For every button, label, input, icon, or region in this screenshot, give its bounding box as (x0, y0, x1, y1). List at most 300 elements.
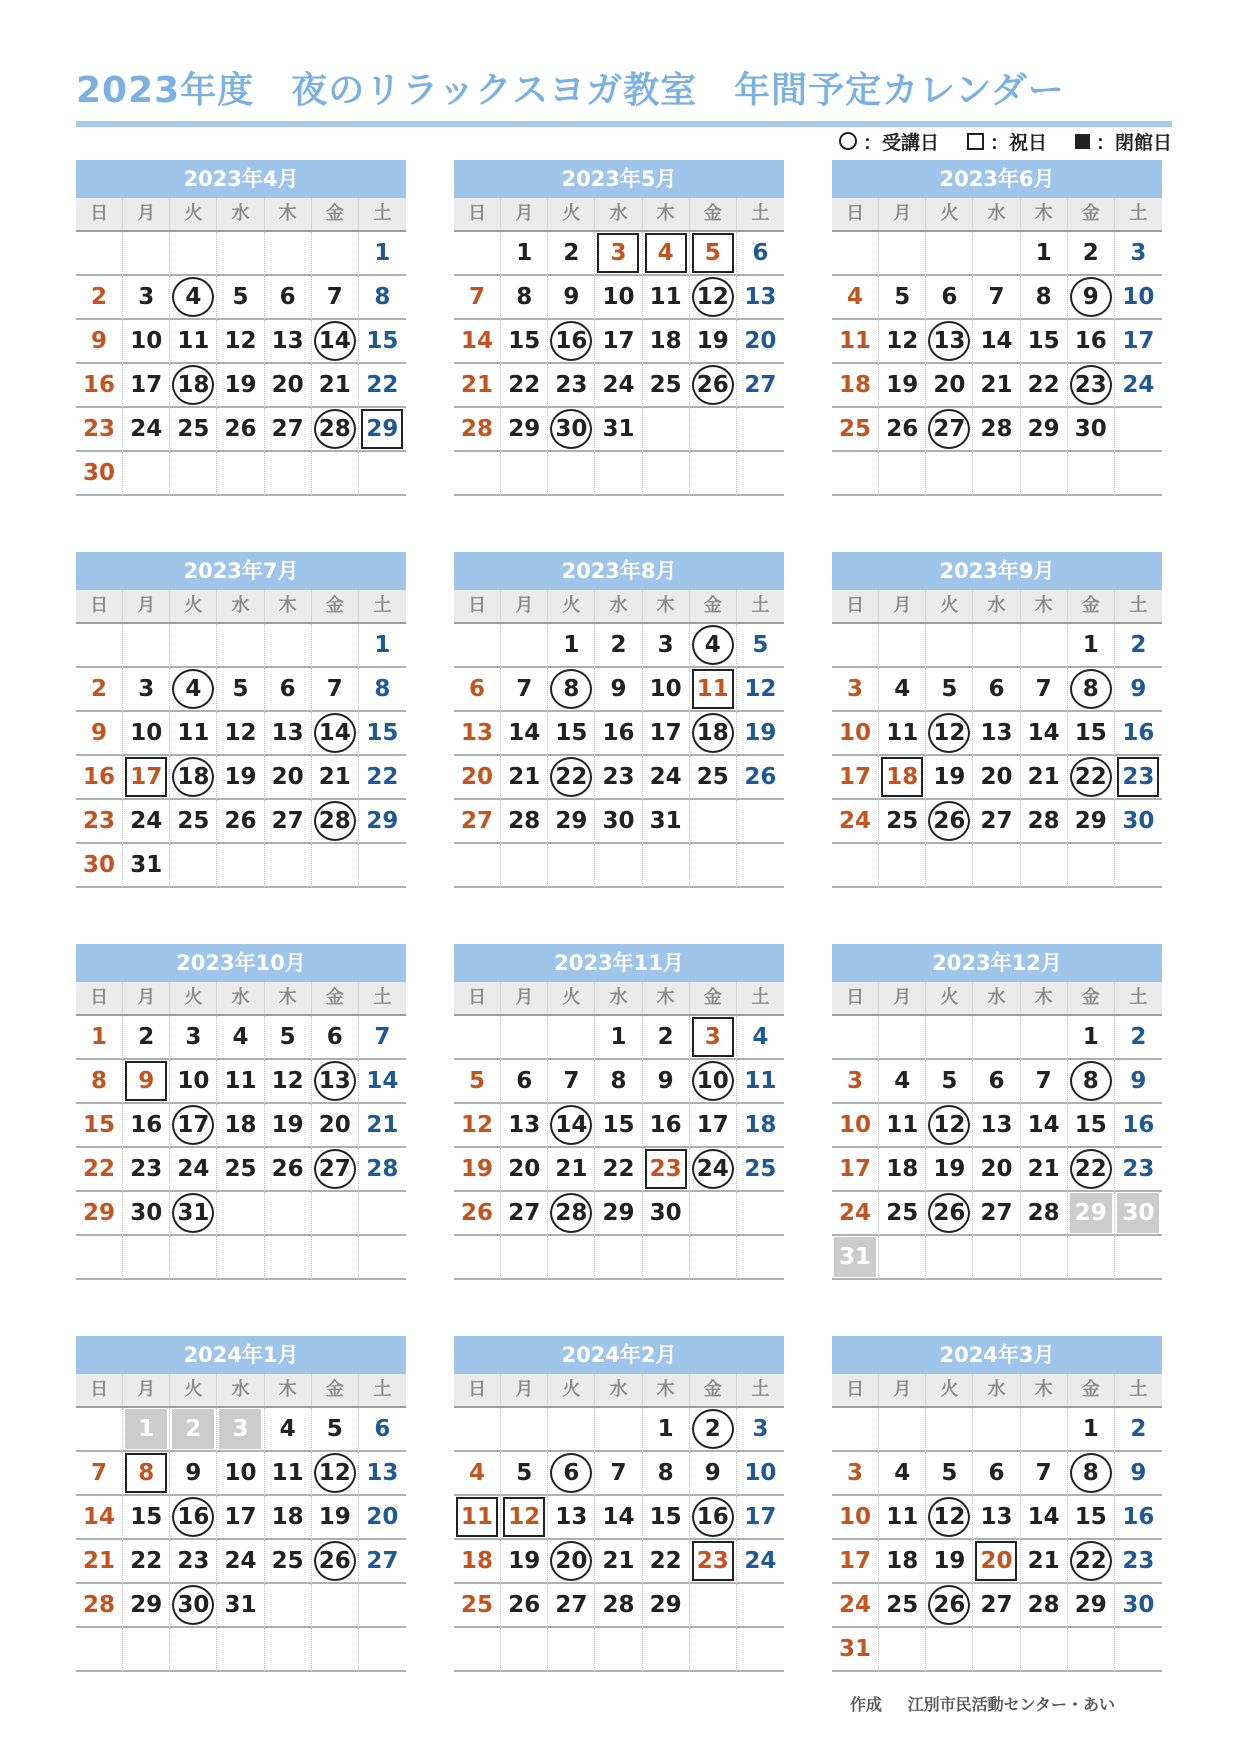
day-cell (1021, 1060, 1068, 1104)
day-cell (643, 756, 690, 800)
day-number: 3 (185, 1024, 202, 1050)
day-number: 7 (1035, 1068, 1052, 1094)
day-cell (690, 320, 737, 364)
day-cell (879, 800, 926, 844)
day-cell (879, 1148, 926, 1192)
day-number: 21 (318, 372, 351, 398)
day-number: 4 (847, 284, 864, 310)
day-cell (1068, 1192, 1115, 1236)
day-number: 4 (279, 1416, 296, 1442)
day-cell (973, 1060, 1020, 1104)
weekday-header (76, 1374, 406, 1406)
day-cell (454, 1452, 501, 1496)
day-cell (595, 364, 642, 408)
day-cell (312, 1540, 359, 1584)
month-title: 2023年12月 (832, 944, 1162, 982)
day-cell (595, 1628, 642, 1672)
month-block (76, 160, 406, 496)
day-cell (1021, 1408, 1068, 1452)
day-cell (1021, 320, 1068, 364)
day-cell (643, 844, 690, 888)
day-number: 2 (91, 676, 108, 702)
weekday-label: 火 (926, 198, 973, 230)
weekday-header (454, 198, 784, 230)
day-number: 17 (839, 1548, 872, 1574)
day-cell (1068, 276, 1115, 320)
day-cell (1115, 1628, 1162, 1672)
day-number: 4 (645, 233, 687, 273)
circle-icon (839, 132, 857, 150)
day-cell (501, 1628, 548, 1672)
day-cell (548, 624, 595, 668)
day-cell (1115, 800, 1162, 844)
day-number: 5 (326, 1416, 343, 1442)
day-cell (643, 1016, 690, 1060)
day-number: 24 (130, 808, 163, 834)
day-cell (690, 712, 737, 756)
day-number: 14 (314, 713, 356, 753)
day-cell (926, 1540, 973, 1584)
day-cell (973, 1408, 1020, 1452)
day-cell (643, 452, 690, 496)
day-number: 27 (508, 1200, 541, 1226)
day-number: 26 (224, 808, 257, 834)
day-cell (1021, 452, 1068, 496)
day-cell (265, 712, 312, 756)
day-number: 9 (185, 1460, 202, 1486)
day-cell (690, 844, 737, 888)
weekday-label: 土 (373, 1379, 392, 1400)
day-cell (123, 668, 170, 712)
day-number: 7 (516, 676, 533, 702)
day-cell (359, 320, 406, 364)
day-cell (359, 800, 406, 844)
day-cell (973, 276, 1020, 320)
day-number: 23 (130, 1156, 163, 1182)
day-number: 8 (550, 669, 592, 709)
day-number: 3 (847, 676, 864, 702)
day-cell (265, 844, 312, 888)
day-number: 9 (1130, 1068, 1147, 1094)
day-number: 25 (886, 808, 919, 834)
weekday-label: 水 (973, 198, 1020, 230)
day-cell (595, 320, 642, 364)
day-number: 27 (980, 1200, 1013, 1226)
day-cell (926, 452, 973, 496)
day-cell (690, 276, 737, 320)
weekday-label: 月 (123, 1374, 170, 1406)
day-number: 14 (550, 1105, 592, 1145)
weekday-header (832, 982, 1162, 1014)
day-number: 10 (224, 1460, 257, 1486)
day-cell (123, 844, 170, 888)
day-cell (312, 276, 359, 320)
day-cell (217, 1452, 264, 1496)
day-cell (170, 276, 217, 320)
day-cell (1021, 364, 1068, 408)
day-number: 24 (130, 416, 163, 442)
weekday-label: 月 (501, 1374, 548, 1406)
day-cell (501, 800, 548, 844)
day-cell (643, 364, 690, 408)
day-cell (312, 756, 359, 800)
day-number: 30 (130, 1200, 163, 1226)
day-number: 9 (1130, 676, 1147, 702)
day-cell (1068, 1540, 1115, 1584)
day-cell (217, 1236, 264, 1280)
day-number: 1 (91, 1024, 108, 1050)
day-cell (359, 364, 406, 408)
day-number: 15 (508, 328, 541, 354)
day-number: 24 (839, 1592, 872, 1618)
day-number: 6 (326, 1024, 343, 1050)
day-cell (832, 1148, 879, 1192)
day-cell (359, 408, 406, 452)
day-number: 24 (839, 1200, 872, 1226)
day-number: 23 (555, 372, 588, 398)
day-cell (217, 756, 264, 800)
day-number: 4 (692, 625, 734, 665)
weekday-header (832, 1374, 1162, 1406)
day-cell (973, 1016, 1020, 1060)
day-cell (265, 1408, 312, 1452)
day-cell (973, 408, 1020, 452)
day-cell (926, 756, 973, 800)
weekday-label: 日 (832, 590, 879, 622)
day-cell (501, 276, 548, 320)
day-cell (76, 844, 123, 888)
day-cell (312, 364, 359, 408)
day-number: 26 (461, 1200, 494, 1226)
day-cell (690, 1148, 737, 1192)
day-number: 19 (933, 1156, 966, 1182)
day-cell (1068, 452, 1115, 496)
day-number: 7 (469, 284, 486, 310)
day-number: 19 (744, 720, 777, 746)
day-number: 4 (894, 676, 911, 702)
day-number: 31 (839, 1636, 872, 1662)
day-number: 26 (224, 416, 257, 442)
weekday-label: 火 (548, 1374, 595, 1406)
day-cell (265, 1540, 312, 1584)
filled-square-icon (1075, 134, 1090, 149)
day-number: 16 (83, 372, 116, 398)
weekday-label: 金 (312, 982, 359, 1014)
day-number: 11 (886, 1112, 919, 1138)
day-number: 18 (744, 1112, 777, 1138)
day-cell (501, 1016, 548, 1060)
day-number: 23 (1122, 1156, 1155, 1182)
day-cell (879, 276, 926, 320)
day-cell (170, 1408, 217, 1452)
day-number: 9 (563, 284, 580, 310)
day-cell (548, 800, 595, 844)
day-cell (454, 844, 501, 888)
day-cell (265, 452, 312, 496)
day-number: 14 (461, 328, 494, 354)
day-number: 9 (125, 1061, 167, 1101)
day-cell (312, 320, 359, 364)
day-cell (737, 844, 784, 888)
day-cell (76, 1148, 123, 1192)
day-number: 11 (886, 720, 919, 746)
day-number: 10 (839, 1112, 872, 1138)
day-cell (76, 712, 123, 756)
day-number: 16 (172, 1497, 214, 1537)
day-number: 13 (744, 284, 777, 310)
day-cell (548, 232, 595, 276)
day-number: 15 (366, 328, 399, 354)
day-number: 30 (1122, 1592, 1155, 1618)
day-cell (1068, 364, 1115, 408)
day-number: 27 (461, 808, 494, 834)
day-number: 22 (366, 372, 399, 398)
day-cell (832, 1060, 879, 1104)
day-cell (501, 1236, 548, 1280)
day-cell (123, 1192, 170, 1236)
day-number: 6 (516, 1068, 533, 1094)
day-cell (1115, 1584, 1162, 1628)
day-number: 29 (508, 416, 541, 442)
weekday-header (76, 982, 406, 1014)
day-number: 19 (508, 1548, 541, 1574)
day-cell (737, 232, 784, 276)
day-number: 26 (271, 1156, 304, 1182)
day-number: 16 (1074, 328, 1107, 354)
day-cell (690, 1584, 737, 1628)
day-number: 17 (602, 328, 635, 354)
day-cell (1021, 1104, 1068, 1148)
day-cell (76, 1408, 123, 1452)
day-number: 1 (1082, 1024, 1099, 1050)
day-cell (312, 668, 359, 712)
day-cell (123, 320, 170, 364)
day-number: 30 (83, 852, 116, 878)
day-cell (265, 1148, 312, 1192)
day-cell (217, 1408, 264, 1452)
day-cell (359, 1016, 406, 1060)
month-title: 2024年2月 (454, 1336, 784, 1374)
day-cell (76, 1628, 123, 1672)
day-number: 22 (649, 1548, 682, 1574)
day-cell (595, 1060, 642, 1104)
day-cell (1068, 320, 1115, 364)
day-cell (643, 276, 690, 320)
day-cell (548, 1060, 595, 1104)
day-cell (690, 800, 737, 844)
month-block (832, 552, 1162, 888)
legend (700, 128, 1172, 154)
day-cell (454, 624, 501, 668)
day-cell (548, 364, 595, 408)
day-cell (643, 232, 690, 276)
day-cell (501, 1104, 548, 1148)
month-block (76, 944, 406, 1280)
day-cell (1115, 712, 1162, 756)
day-cell (595, 1496, 642, 1540)
day-number: 27 (366, 1548, 399, 1574)
day-cell (595, 844, 642, 888)
day-cell (1115, 624, 1162, 668)
day-cell (548, 844, 595, 888)
day-number: 7 (563, 1068, 580, 1094)
day-number: 18 (172, 365, 214, 405)
day-grid (832, 1406, 1162, 1672)
weekday-header (76, 198, 406, 230)
day-cell (501, 452, 548, 496)
weekday-label: 水 (973, 982, 1020, 1014)
day-cell (1068, 1148, 1115, 1192)
day-cell (1115, 452, 1162, 496)
day-number: 4 (172, 277, 214, 317)
day-cell (737, 1408, 784, 1452)
month-title: 2023年5月 (454, 160, 784, 198)
weekday-label: 木 (1021, 982, 1068, 1014)
day-cell (643, 1104, 690, 1148)
weekday-label: 金 (312, 590, 359, 622)
day-cell (312, 624, 359, 668)
day-cell (643, 1628, 690, 1672)
day-cell (76, 1496, 123, 1540)
day-cell (217, 1540, 264, 1584)
day-cell (123, 800, 170, 844)
day-cell (454, 1236, 501, 1280)
day-cell (76, 1104, 123, 1148)
day-cell (1068, 800, 1115, 844)
weekday-label: 月 (123, 590, 170, 622)
day-number: 11 (649, 284, 682, 310)
day-number: 10 (177, 1068, 210, 1094)
weekday-label: 金 (312, 198, 359, 230)
day-cell (548, 1104, 595, 1148)
day-cell (643, 800, 690, 844)
day-cell (973, 1104, 1020, 1148)
day-number: 16 (692, 1497, 734, 1537)
day-number: 31 (130, 852, 163, 878)
day-number: 9 (1070, 277, 1112, 317)
day-cell (312, 1452, 359, 1496)
day-number: 27 (271, 416, 304, 442)
day-cell (501, 844, 548, 888)
day-cell (1068, 1452, 1115, 1496)
day-cell (76, 1236, 123, 1280)
day-number: 11 (456, 1497, 498, 1537)
weekday-label: 土 (1129, 1379, 1148, 1400)
day-number: 23 (1117, 757, 1159, 797)
day-cell (454, 452, 501, 496)
day-cell (454, 1628, 501, 1672)
day-number: 28 (602, 1592, 635, 1618)
day-cell (217, 276, 264, 320)
day-number: 7 (988, 284, 1005, 310)
day-cell (1021, 800, 1068, 844)
day-cell (1068, 1236, 1115, 1280)
weekday-label: 土 (1129, 203, 1148, 224)
day-cell (595, 624, 642, 668)
day-number: 1 (125, 1409, 167, 1449)
day-number: 5 (941, 676, 958, 702)
day-cell (973, 232, 1020, 276)
day-cell (359, 232, 406, 276)
day-number: 6 (988, 676, 1005, 702)
day-number: 25 (461, 1592, 494, 1618)
day-number: 15 (366, 720, 399, 746)
day-cell (312, 1016, 359, 1060)
weekday-label: 月 (501, 982, 548, 1014)
day-number: 26 (928, 1585, 970, 1625)
day-cell (312, 1060, 359, 1104)
square-icon (967, 133, 984, 150)
day-number: 28 (1027, 808, 1060, 834)
weekday-header (76, 590, 406, 622)
day-cell (832, 276, 879, 320)
day-cell (1115, 1496, 1162, 1540)
weekday-label: 火 (170, 982, 217, 1014)
day-number: 26 (928, 1193, 970, 1233)
day-cell (76, 276, 123, 320)
day-cell (359, 1540, 406, 1584)
day-cell (737, 1060, 784, 1104)
day-cell (1021, 1584, 1068, 1628)
day-number: 3 (847, 1460, 864, 1486)
weekday-label: 月 (879, 590, 926, 622)
day-number: 29 (1074, 808, 1107, 834)
day-number: 16 (83, 764, 116, 790)
day-cell (548, 756, 595, 800)
weekday-label: 金 (1068, 982, 1115, 1014)
day-cell (973, 1192, 1020, 1236)
day-number: 18 (172, 757, 214, 797)
day-number: 19 (461, 1156, 494, 1182)
day-cell (123, 1496, 170, 1540)
day-cell (548, 1628, 595, 1672)
day-cell (123, 232, 170, 276)
day-cell (76, 1584, 123, 1628)
day-cell (501, 624, 548, 668)
day-cell (170, 1104, 217, 1148)
weekday-header (832, 198, 1162, 230)
day-cell (879, 408, 926, 452)
day-number: 3 (138, 676, 155, 702)
day-cell (548, 712, 595, 756)
day-cell (595, 1236, 642, 1280)
day-cell (832, 1104, 879, 1148)
day-cell (123, 1236, 170, 1280)
day-number: 28 (366, 1156, 399, 1182)
month-title: 2023年7月 (76, 552, 406, 590)
day-cell (123, 1540, 170, 1584)
day-cell (643, 1236, 690, 1280)
day-number: 16 (1122, 1504, 1155, 1530)
day-number: 12 (314, 1453, 356, 1493)
day-cell (926, 408, 973, 452)
day-cell (737, 408, 784, 452)
day-number: 26 (508, 1592, 541, 1618)
day-grid (76, 1406, 406, 1672)
day-number: 4 (894, 1068, 911, 1094)
day-cell (548, 452, 595, 496)
day-number: 15 (1074, 720, 1107, 746)
day-cell (595, 408, 642, 452)
day-cell (217, 1628, 264, 1672)
day-cell (879, 452, 926, 496)
day-cell (265, 1452, 312, 1496)
day-number: 7 (326, 284, 343, 310)
day-cell (170, 408, 217, 452)
day-cell (832, 1584, 879, 1628)
day-cell (832, 1408, 879, 1452)
day-cell (312, 1584, 359, 1628)
